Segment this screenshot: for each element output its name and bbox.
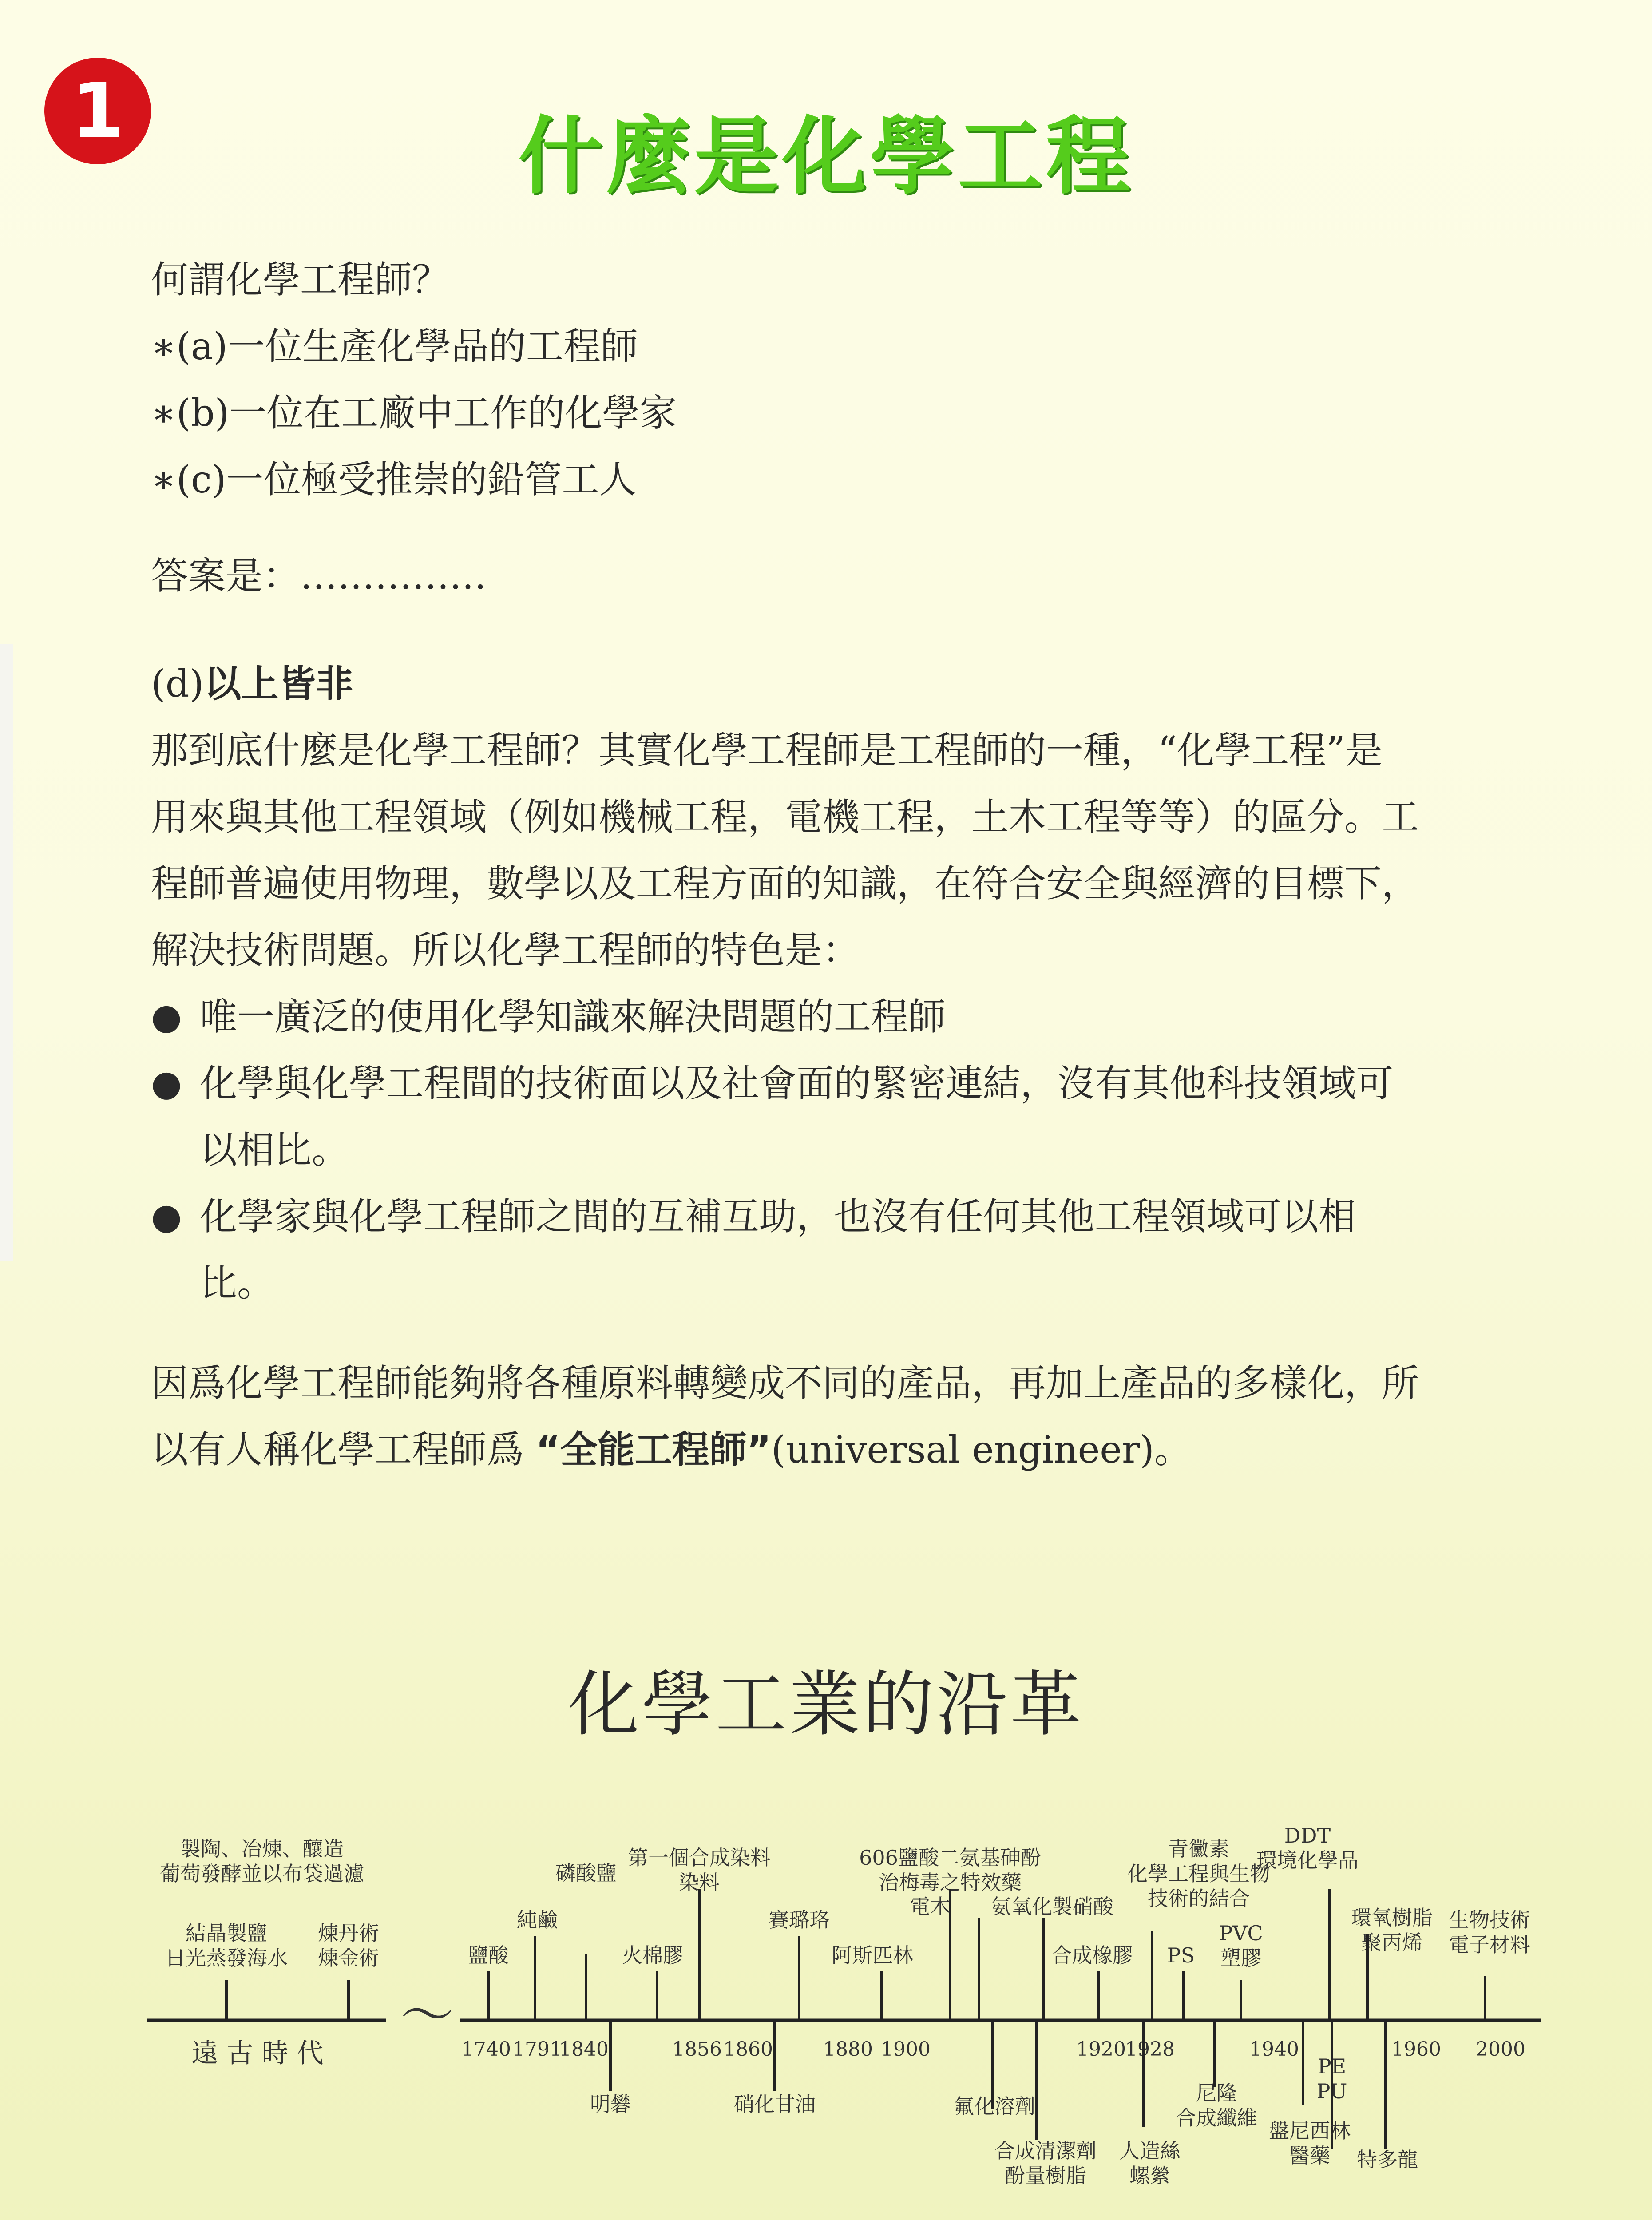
event-label-salt-acid: 鹽酸 (468, 1943, 509, 1967)
event-label-pe-pu: PE PU (1316, 2054, 1347, 2103)
explanation-block (151, 650, 1541, 1316)
year-tick-label: 1740 (461, 2038, 511, 2061)
event-label-rubber: 合成橡膠 (1051, 1943, 1133, 1967)
ancient-event-label: 煉丹術煉金術 (318, 1921, 379, 1970)
event-label-biotech: 生物技術電子材料 (1449, 1908, 1530, 1957)
page-number-badge: 1 (44, 58, 151, 164)
bullet-text: 唯一廣泛的使用化學知識來解決問題的工程師 (200, 995, 946, 1039)
page-title: 什麼是化學工程 (518, 107, 1134, 206)
year-tick-label: 1840 (559, 2038, 609, 2061)
closing-prefix: 以有人稱化學工程師爲 (151, 1428, 536, 1471)
year-tick-label: 1960 (1391, 2038, 1441, 2061)
year-tick-label: 1920 (1076, 2038, 1126, 2061)
year-tick-label: 1856 (672, 2038, 722, 2061)
ancient-event-label: 製陶、冶煉、釀造葡萄發酵並以布袋過濾 (160, 1837, 364, 1886)
closing-suffix: (universal engineer)。 (771, 1428, 1192, 1471)
option-a: ∗(a)一位生產化學品的工程師 (151, 325, 638, 368)
bullet-text: 化學與化學工程間的技術面以及社會面的緊密連結，沒有其他科技領域可 (200, 1062, 1394, 1105)
timeline-title: 化學工業的沿革 (568, 1663, 1084, 1746)
event-label-ddt: DDT 環境化學品 (1256, 1824, 1359, 1872)
closing-line: 因爲化學工程師能夠將各種原料轉變成不同的產品，再加上產品的多樣化，所 (151, 1361, 1419, 1405)
event-label-nylon: 尼隆合成纖維 (1176, 2081, 1257, 2130)
bullet-dot-icon: ● (151, 1196, 182, 1237)
event-label-nitric: 氨氧化製硝酸 (991, 1895, 1113, 1919)
event-label-freon: 氟化溶劑 (954, 2094, 1035, 2118)
event-label-nitroglycerin: 硝化甘油 (734, 2092, 816, 2116)
ancient-era-label: 遠 古 時 代 (191, 2038, 324, 2069)
question-text: 何謂化學工程師？ (151, 258, 450, 301)
bullet-dot-icon: ● (151, 1062, 182, 1104)
event-label-phosphate: 磷酸鹽 (555, 1861, 617, 1885)
closing-line (151, 1416, 1541, 1483)
bullet-item (151, 1183, 1541, 1316)
event-label-soda: 純鹼 (517, 1908, 558, 1932)
event-label-aspirin: 阿斯匹林 (832, 1943, 913, 1967)
year-tick-label: 1880 (823, 2038, 873, 2061)
event-label-detergent: 合成清潔劑酚量樹脂 (994, 2139, 1097, 2188)
answer-line (151, 650, 1541, 717)
bullet-text: 以相比。 (200, 1128, 349, 1172)
ancient-event-label: 結晶製鹽日光蒸發海水 (165, 1921, 288, 1970)
paragraph-line: 那到底什麼是化學工程師？其實化學工程師是工程師的一種，“化學工程”是 (151, 729, 1383, 772)
event-label-teflon: 特多龍 (1357, 2148, 1418, 2172)
paragraph-line: 用來與其他工程領域（例如機械工程，電機工程，土木工程等等）的區分。工 (151, 795, 1419, 839)
option-b: ∗(b)一位在工廠中工作的化學家 (151, 391, 677, 435)
universal-engineer-term: “全能工程師” (535, 1428, 772, 1471)
event-label-bakelite: 賽璐珞 (769, 1908, 830, 1932)
answer-prompt: 答案是：…………… (151, 554, 487, 598)
year-tick-label: 1940 (1249, 2038, 1299, 2061)
closing-block (151, 1350, 1541, 1483)
bullet-text: 比。 (200, 1261, 275, 1305)
page-edge-tab (0, 644, 13, 1261)
year-tick-label: 1791 (512, 2038, 562, 2061)
event-label-penicillin-eng: 青黴素化學工程與生物技術的結合 (1127, 1837, 1270, 1911)
event-label-pvc: PVC 塑膠 (1219, 1921, 1263, 1970)
year-tick-label: 1900 (881, 2038, 931, 2061)
event-label-penicillin: 盤尼西林醫藥 (1269, 2119, 1351, 2168)
axis-break-tilde: ～ (400, 1985, 454, 2046)
event-label-celluloid: 火棉膠 (622, 1943, 683, 1967)
answer-text: 以上皆非 (204, 662, 353, 706)
option-c: ∗(c)一位極受推崇的鉛管工人 (151, 458, 637, 501)
paragraph-line: 程師普遍使用物理，數學以及工程方面的知識，在符合安全與經濟的目標下， (151, 862, 1419, 905)
event-label-first-dye: 第一個合成染料染料 (628, 1846, 771, 1895)
paragraph-line: 解決技術問題。所以化學工程師的特色是： (151, 928, 860, 972)
answer-prefix: (d) (151, 662, 204, 706)
event-label-epoxy: 環氧樹脂聚丙烯 (1351, 1906, 1433, 1954)
question-block (151, 246, 1541, 513)
bullet-text: 化學家與化學工程師之間的互補互助，也沒有任何其他工程領域可以相 (200, 1195, 1356, 1238)
year-tick-label: 2000 (1476, 2038, 1525, 2061)
event-label-alum: 明礬 (590, 2092, 631, 2116)
year-tick-label: 1860 (723, 2038, 773, 2061)
bullet-item (151, 983, 1541, 1050)
year-tick-label: 1928 (1125, 2038, 1175, 2061)
bullet-dot-icon: ● (151, 996, 182, 1037)
event-label-ps: PS (1167, 1943, 1195, 1967)
event-label-rayon: 人造絲螺縈 (1119, 2139, 1181, 2188)
event-label-salvarsan: 606鹽酸二氨基砷酚治梅毒之特效藥 (859, 1846, 1041, 1895)
bullet-item (151, 1050, 1541, 1183)
event-label-lumber: 電木 (910, 1895, 951, 1919)
timeline-diagram (0, 1820, 1652, 2220)
